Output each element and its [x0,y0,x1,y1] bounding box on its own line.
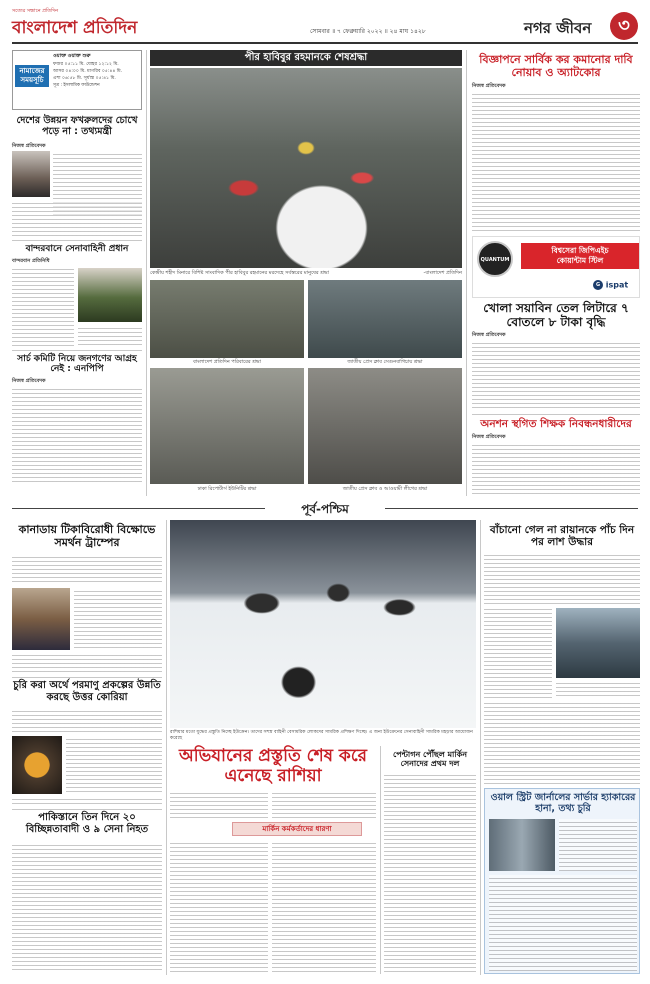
main-headline: অভিযানের প্রস্তুতি শেষ করে এনেছে রাশিয়া [179,746,367,786]
left-story-3-byline: নিজস্ব প্রতিবেদক [12,378,46,384]
prayer-row: ফজর ০৫:১১ মি. যোহর ১২:১২ মি. [53,62,119,67]
ad-headline [521,243,639,269]
left-story-3-text [12,386,142,482]
s2-left-story-2-text [12,708,162,732]
s2-left-story-1-title: কানাডায় টিকাবিরোধী বিক্ষোভে সমর্থন ট্রাম্পের [18,523,156,549]
prayer-row: এশা ০৬:৫৮ মি. সূর্যাস্ত ০৫:৪১ মি. [53,76,116,81]
right-story-3-title: অনশন স্থগিত শিক্ষক নিবন্ধনধারীদের [480,418,632,430]
right-story-1-byline: নিজস্ব প্রতিবেদক [472,83,506,89]
s2-right-story-2-text [559,819,637,871]
funeral-photo-2-caption: বাংলাদেশ প্রতিদিন পরিবারের শ্রদ্ধা [193,359,261,365]
ukraine-drill-photo [170,520,476,728]
left-story-1-title: দেশের উন্নয়ন ফখরুলদের চোখে পড়ে না : তথ্যমন্ত্রী [16,115,138,137]
s2-right-story-1-text-b [484,606,552,698]
main-story-text-col1 [170,790,268,820]
crypto-photo [12,736,62,794]
prayer-row: আসর ০৪:০০ মি. মাগরিব ০৫:৪৪ মি. [53,69,123,74]
section-name: নগর জীবন [524,19,592,37]
prayer-source: সূত্র : ইসলামিক ফাউন্ডেশন [53,83,100,88]
main-story-text-col2b [272,840,376,974]
funeral-photo-3 [308,280,462,358]
ad-line-1: বিশ্বসেরা জিপিএইচ [551,246,609,255]
ad-line-2: কোয়ান্টাম স্টিল [556,256,604,265]
prayer-table [53,61,141,89]
s2-right-story-1-title: বাঁচানো গেল না রায়ানকে পাঁচ দিন পর লাশ উদ্ধার [489,524,635,549]
ad-logo [477,241,513,277]
wsj-story-box [484,788,640,974]
s2-right-story-1-text-d [484,700,640,784]
left-story-2-text [12,266,74,346]
army-chief-photo [78,268,142,322]
funeral-photo-5-caption: জাতীয় প্রেস ক্লাব ও আওয়ামী লীগের শ্রদ্ধা [342,486,428,492]
s2-left-story-1-text [12,554,162,584]
right-story-3-byline: নিজস্ব প্রতিবেদক [472,434,506,440]
funeral-photo-main [150,68,462,268]
section-2-banner [265,500,385,518]
s2-right-story-1-text [484,552,640,604]
main-subhead: মার্কিন কর্মকর্তাদের ধারণা [262,825,332,833]
funeral-photo-4 [150,368,304,484]
funeral-photo-4-caption: ঢাকা রিপোর্টার্স ইউনিটির শ্রদ্ধা [197,486,257,492]
right-story-2-title: খোলা সয়াবিন তেল লিটারে ৭ বোতলে ৮ টাকা বৃদ্ধি [483,301,629,329]
right-story-3-text [472,442,640,494]
s2-left-story-1-text-cont [74,588,162,650]
ukraine-drill-caption: রাশিয়ার মতো যুদ্ধের প্রস্তুতি নিচ্ছে ইউক্রেন। তাদের সশস্ত্র বাহিনী বেসামরিক লোকদের সামরিক প্রশিক্ষণ দিচ্ছে। এ জন্য ইউক্রেনের সেনাবাহিনী সামরিক মহড়ার আয়োজন করেছে [170,730,473,741]
trump-photo [12,588,70,650]
s2-left-story-2-text-cont [66,736,162,794]
left-story-3-title: সার্চ কমিটি নিয়ে জনগণের আগ্রহ নেই : এনপিপি [17,354,137,375]
masthead-title: বাংলাদেশ প্রতিদিন [12,18,138,38]
s2-right-story-1-text-c [556,680,640,698]
masthead-tagline: সত্যের সন্ধানে প্রতিদিন [12,8,59,14]
s2-left-story-3-title: পাকিস্তানে তিন দিনে ২০ বিচ্ছিন্নতাবাদী ও ৯ সেনা নিহত [25,812,149,835]
left-story-2-byline: বান্দরবান প্রতিনিধি [12,258,50,264]
left-story-2-text-cont [78,325,142,346]
s2-right-story-2-title: ওয়াল স্ট্রিট জার্নালের সার্ভার হ্যাকারের হানা, তথ্য চুরি [490,792,636,814]
funeral-photo-2 [150,280,304,358]
prayer-label: নামাজের সময়সূচি [15,65,49,87]
rescue-photo [556,608,640,678]
ad-brand: QUANTUM [480,257,510,263]
s2-right-story-2-text-b [489,875,637,971]
minister-photo [12,151,50,197]
s2-left-story-1-text-cont2 [12,652,162,674]
prayer-header: ওয়াক্ত ওয়াক্ত শুরু [53,53,91,59]
s2-left-story-2-text-cont2 [12,796,162,806]
pentagon-story-title: পেন্টাগন পৌঁছল মার্কিন সেনাদের প্রথম দল [392,750,468,769]
center-banner [150,50,462,66]
right-story-1-text [472,91,640,231]
main-subhead-box [232,822,362,836]
left-story-2-title: বান্দরবানে সেনাবাহিনী প্রধান [25,244,129,254]
right-story-2-byline: নিজস্ব প্রতিবেদক [472,332,506,338]
left-story-1-byline: নিজস্ব প্রতিবেদক [12,143,46,149]
s2-left-story-2-title: চুরি করা অর্থে পরমাণু প্রকল্পের উন্নতি করছে উত্তর কোরিয়া [13,680,161,703]
funeral-photo-5 [308,368,462,484]
center-banner-title: পীর হাবিবুর রহমানকে শেষশ্রদ্ধা [244,52,368,63]
main-story-text-col1b [170,840,268,974]
wsj-building-photo [489,819,555,871]
masthead [12,8,638,44]
page-number: ৩ [610,12,638,40]
ispat-icon: G [593,280,603,290]
left-story-1-text-cont [12,200,142,236]
section-2-title: পূর্ব-পশ্চিম [301,502,349,516]
right-story-1-title: বিজ্ঞাপনে সার্বিক কর কমানোর দাবি নোয়াব ও অ্যাটকোর [479,53,633,79]
prayer-times-box [12,50,142,110]
main-story-text-col2 [272,790,376,820]
ad-company: G ispat [593,280,628,290]
quantum-steel-ad [472,236,640,298]
s2-left-story-3-text [12,842,162,972]
pentagon-story-text [384,772,476,974]
funeral-photo-3-caption: জাতীয় প্রেস ক্লাব সেগুনবাগিচায় শ্রদ্ধা [347,359,423,365]
funeral-photo-main-caption: কেন্দ্রীয় শহীদ মিনারে বিশিষ্ট সাংবাদিক পীর হাবিবুর রহমানের মরদেহে সর্বস্তরের মানুষের শ্রদ্ধা -বাংলাদেশ প্রতিদিন [150,270,462,276]
masthead-date: সোমবার ॥ ৭ ফেব্রুয়ারি ২০২২ ॥ ২৪ মাঘ ১৪২৮ [310,28,426,35]
section-header [524,12,638,40]
right-story-2-text [472,340,640,410]
